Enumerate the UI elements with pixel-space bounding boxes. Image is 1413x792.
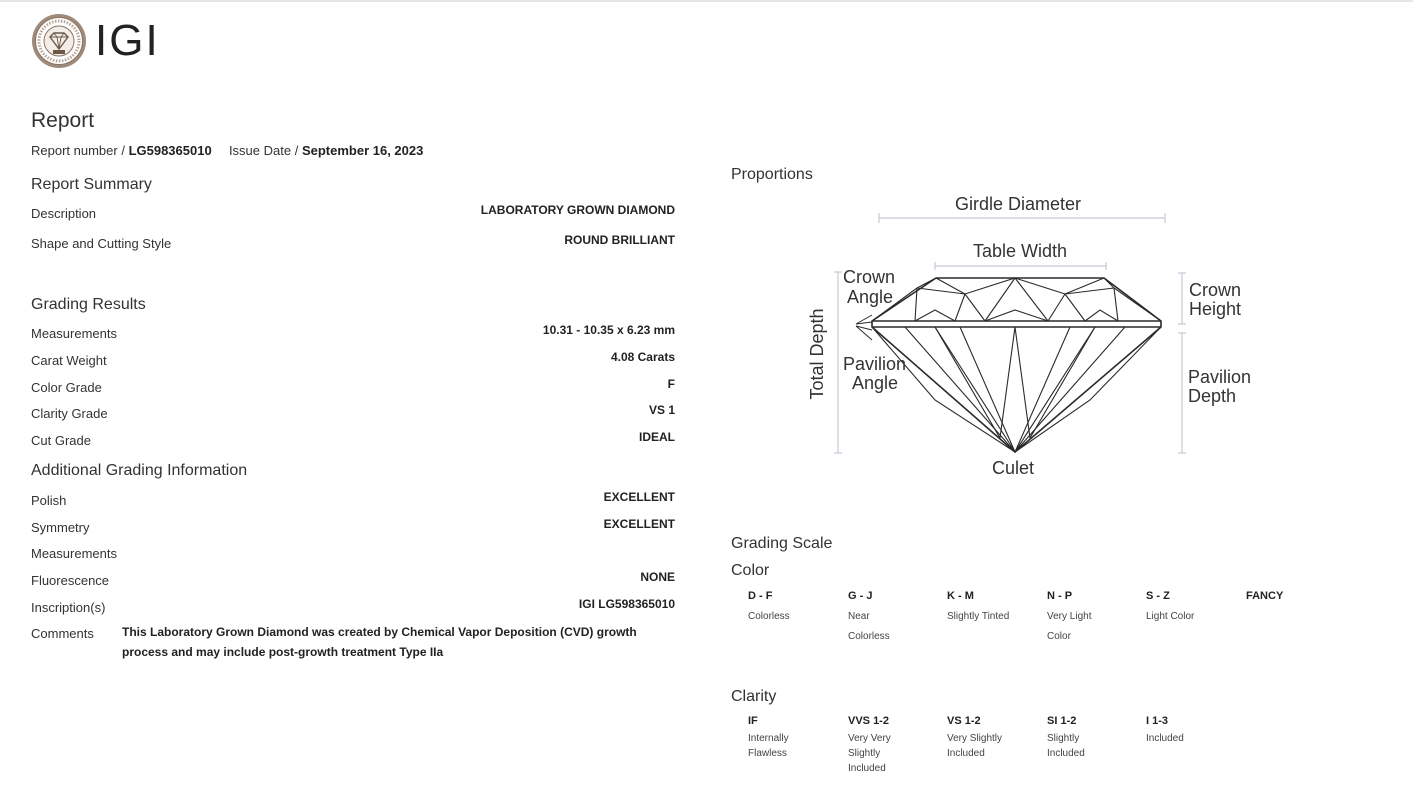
diamond-outline: [872, 278, 1161, 452]
color-scale-desc: Slightly Tinted: [947, 611, 1010, 622]
additional-measurements-label: Measurements: [31, 546, 117, 561]
angle-markers: [856, 315, 872, 340]
comments-text: [122, 622, 682, 662]
color-scale-code: N - P: [1047, 590, 1073, 602]
grading-results-heading: Grading Results: [31, 296, 146, 313]
clarity-scale-desc: Internally Flawless: [748, 733, 789, 759]
brand-name: IGI: [95, 16, 160, 65]
culet-label: Culet: [991, 458, 1035, 478]
color-grade-value: F: [667, 377, 675, 391]
comments-line-2: process and may include post-growth treatment Type IIa: [122, 645, 444, 659]
measurements-label: Measurements: [31, 326, 117, 341]
cut-grade-value: IDEAL: [639, 430, 675, 444]
color-scale-code: FANCY: [1246, 590, 1284, 602]
clarity-scale-code: I 1-3: [1146, 715, 1169, 727]
color-scale-desc: Very Light Color: [1047, 611, 1092, 642]
report-summary-heading: Report Summary: [31, 176, 152, 193]
clarity-scale-code: IF: [748, 715, 758, 727]
pavilion-angle-label-1: Pavilion: [843, 354, 907, 374]
color-scale-desc: Near Colorless: [848, 611, 890, 642]
clarity-scale-heading: Clarity: [731, 688, 777, 705]
pavilion-depth-label-2: Depth: [1188, 386, 1237, 406]
symmetry-label: Symmetry: [31, 520, 90, 535]
clarity-scale-desc: Included: [1146, 733, 1184, 744]
shape-value: ROUND BRILLIANT: [564, 233, 675, 247]
inscription-label: Inscription(s): [31, 600, 106, 615]
cut-grade-label: Cut Grade: [31, 433, 91, 448]
grading-scale-heading: Grading Scale: [731, 535, 833, 552]
comments-label: Comments: [31, 626, 94, 641]
igi-logo[interactable]: [31, 13, 171, 69]
additional-info-heading: Additional Grading Information: [31, 462, 248, 479]
crown-height-label-1: Crown: [1189, 280, 1242, 300]
report-number: LG598365010: [128, 143, 212, 158]
carat-weight-label: Carat Weight: [31, 353, 107, 368]
igi-seal-icon: [31, 13, 87, 69]
description-label: Description: [31, 206, 97, 221]
measurements-value: 10.31 - 10.35 x 6.23 mm: [542, 323, 675, 337]
inscription-value: IGI LG598365010: [578, 597, 675, 611]
polish-value: EXCELLENT: [603, 490, 675, 504]
clarity-grade-value: VS 1: [648, 403, 675, 417]
pavilion-angle-label-2: Angle: [852, 373, 899, 393]
report-title: Report: [31, 109, 95, 132]
report-meta: [31, 143, 423, 158]
carat-weight-value: 4.08 Carats: [610, 350, 675, 364]
color-grade-label: Color Grade: [31, 380, 102, 395]
symmetry-value: EXCELLENT: [603, 517, 675, 531]
clarity-scale-desc: Very Very Slightly Included: [848, 733, 891, 774]
proportions-heading: Proportions: [731, 166, 813, 183]
shape-label: Shape and Cutting Style: [31, 236, 172, 251]
clarity-scale-desc: Slightly Included: [1047, 733, 1085, 759]
report-number-label: Report number /: [31, 143, 125, 158]
crown-angle-label-2: Angle: [847, 287, 894, 307]
color-scale-code: S - Z: [1146, 590, 1170, 602]
girdle-diameter-label: Girdle Diameter: [954, 194, 1082, 214]
comments-line-1: This Laboratory Grown Diamond was created by Chemical Vapor Deposition (CVD) growth: [122, 625, 637, 639]
issue-date-label: Issue Date /: [228, 143, 299, 158]
clarity-scale-code: SI 1-2: [1047, 715, 1077, 727]
total-depth-label: Total Depth: [807, 308, 827, 400]
clarity-scale-code: VS 1-2: [947, 715, 981, 727]
fluorescence-label: Fluorescence: [31, 573, 110, 588]
clarity-scale-desc: Very Slightly Included: [947, 733, 1003, 759]
color-scale-desc: Colorless: [748, 611, 790, 622]
color-scale-desc: Light Color: [1146, 611, 1195, 622]
pavilion-depth-label-1: Pavilion: [1188, 367, 1252, 387]
clarity-grade-label: Clarity Grade: [31, 406, 108, 421]
description-value: LABORATORY GROWN DIAMOND: [480, 203, 675, 217]
clarity-scale-code: VVS 1-2: [848, 715, 889, 727]
color-scale-heading: Color: [731, 562, 770, 579]
color-scale-code: D - F: [748, 590, 773, 602]
fluorescence-value: NONE: [640, 570, 675, 584]
crown-angle-label-1: Crown: [843, 267, 896, 287]
crown-height-label-2: Height: [1189, 299, 1242, 319]
proportions-diagram: [780, 185, 1280, 490]
issue-date: September 16, 2023: [301, 143, 424, 158]
top-divider: [0, 0, 1413, 2]
color-scale-code: K - M: [947, 590, 974, 602]
color-scale-code: G - J: [848, 590, 873, 602]
table-width-label: Table Width: [972, 241, 1068, 261]
polish-label: Polish: [31, 493, 67, 508]
